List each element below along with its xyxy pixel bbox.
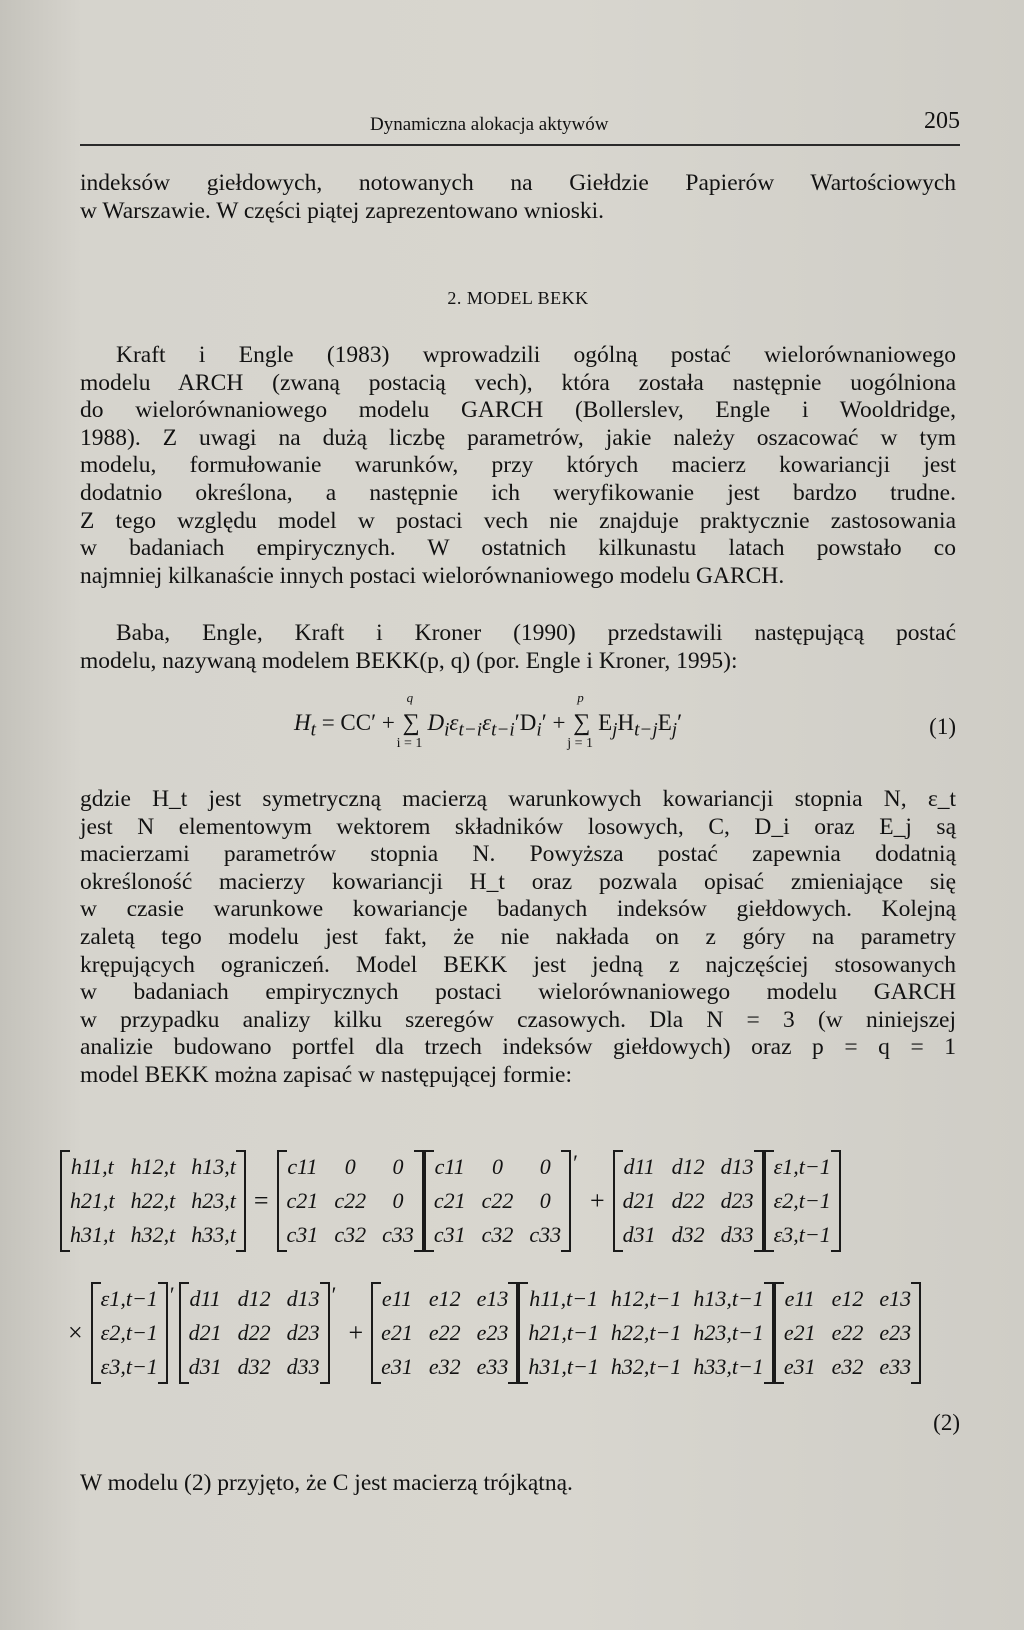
matrix-entry: d21 (622, 1188, 656, 1213)
matrix-entry: h11,t (70, 1154, 114, 1179)
equation-2-row-2 (60, 1282, 921, 1384)
matrix-entry: e33 (879, 1354, 912, 1379)
eq1-term1: D (427, 710, 445, 735)
page-number: 205 (924, 108, 960, 134)
running-header (80, 108, 960, 146)
matrix-entry: h31,t (70, 1222, 115, 1247)
text-line: gdzie H_t jest symetryczną macierzą warunkowych kowariancji stopnia N, ε_t (80, 786, 956, 812)
matrix-entry: d21 (188, 1320, 222, 1345)
matrix-entry: h33,t (191, 1222, 236, 1247)
matrix-entry: ε1,t−1 (773, 1154, 831, 1179)
matrix-entry: d22 (237, 1320, 271, 1345)
eq1-lhs: H (294, 710, 311, 735)
text-line: dodatnio określona, a następnie ich weryfikowanie jest bardzo trudne. (80, 479, 956, 506)
matrix-entry: e21 (783, 1320, 816, 1345)
matrix-entry: h33,t−1 (693, 1354, 764, 1379)
matrix-entry: 0 (392, 1154, 404, 1179)
matrix-entry: 0 (539, 1188, 551, 1213)
matrix-entry: h22,t−1 (610, 1320, 682, 1345)
matrix-entry: d33 (286, 1354, 320, 1379)
closing-paragraph (80, 1470, 956, 1498)
eq1-sum2-lower: j = 1 (567, 736, 594, 751)
matrix-entry: e31 (783, 1354, 816, 1379)
eq2-plus: + (589, 1186, 605, 1215)
matrix-entry: d13 (720, 1154, 754, 1179)
text-line: w Warszawie. W części piątej zaprezentowano wnioski. (80, 197, 605, 224)
matrix-E-transposed (774, 1282, 921, 1384)
matrix-D (613, 1150, 764, 1252)
matrix-entry: c31 (286, 1222, 319, 1247)
matrix-entry: 0 (539, 1154, 551, 1179)
matrix-entry: d12 (237, 1286, 271, 1311)
text-line: zaletą tego modelu jest fakt, że nie nakłada on z góry na parametry (80, 923, 956, 950)
matrix-entry: c11 (434, 1154, 465, 1179)
intro-paragraph (80, 170, 956, 225)
text-line: w czasie warunkowe kowariancje badanych indeksów giełdowych. Kolejną (80, 896, 956, 923)
matrix-entry: c21 (286, 1188, 319, 1213)
matrix-entry: h13,t−1 (693, 1286, 764, 1311)
matrix-entry: c21 (433, 1188, 466, 1213)
matrix-entry: d13 (286, 1286, 320, 1311)
text-line: najmniej kilkanaście innych postaci wielorównaniowego modelu GARCH. (80, 562, 785, 589)
matrix-entry: e11 (784, 1286, 815, 1311)
matrix-entry: e22 (428, 1320, 461, 1345)
text-line: Z tego względu model w postaci vech nie znajduje praktycznie zastosowania (80, 507, 956, 534)
eq1-term1-rest: ε (449, 710, 459, 735)
text-line: modelu ARCH (zwaną postacią vech), która została następnie uogólniona (80, 369, 956, 396)
text-line: określoność macierzy kowariancji H_t oraz pozwala opisać zmieniające się (80, 868, 956, 895)
text-line: indeksów giełdowych, notowanych na Giełdzie Papierów Wartościowych (80, 170, 956, 196)
matrix-entry: e12 (428, 1286, 461, 1311)
matrix-E (371, 1282, 518, 1384)
equation-1-number: (1) (929, 714, 956, 739)
eq1-sum1-upper: q (406, 690, 414, 705)
text-line: krępujących ograniczeń. Model BEKK jest jedną z najczęściej stosowanych (80, 951, 956, 978)
matrix-entry: d31 (622, 1222, 656, 1247)
matrix-entry: c31 (433, 1222, 466, 1247)
matrix-entry: e32 (831, 1354, 864, 1379)
text-line: do wielorównaniowego modelu GARCH (Bollerslev, Engle i Wooldridge, (80, 397, 956, 424)
eq1-term2: E (598, 710, 613, 735)
matrix-H (60, 1150, 246, 1252)
matrix-entry: e13 (879, 1286, 912, 1311)
matrix-entry: c33 (382, 1222, 414, 1247)
paragraph-3 (80, 786, 956, 1090)
matrix-entry: h11,t−1 (529, 1286, 599, 1311)
matrix-entry: ε3,t−1 (100, 1354, 158, 1379)
matrix-entry: 0 (392, 1188, 404, 1213)
matrix-entry: e22 (831, 1320, 864, 1345)
matrix-entry: e23 (476, 1320, 509, 1345)
matrix-D-transposed (179, 1282, 330, 1384)
matrix-C (277, 1150, 424, 1252)
matrix-entry: d22 (671, 1188, 705, 1213)
eq2-times: × (68, 1318, 83, 1347)
eq1-sum2-upper: p (577, 690, 584, 705)
eq1-plus: + (552, 710, 566, 735)
equation-1-formula: $H_t = CC'$ + ∑ q i = 1 $D_i\varepsilon_{t-i}\varepsilon_{t-i}'D_i'$ + ∑ p j = 1 $E_jH_{t-j}E_j'$ (294, 690, 683, 751)
matrix-entry: e11 (381, 1286, 413, 1311)
matrix-entry: d31 (188, 1354, 222, 1379)
text-line: w przypadku analizy kilku szeregów czasowych. Dla N = 3 (w niniejszej (80, 1006, 956, 1033)
eq1-sum-1: ∑ q i = 1 (396, 690, 423, 751)
running-title: Dynamiczna alokacja aktywów (370, 114, 609, 135)
matrix-entry: e13 (476, 1286, 509, 1311)
matrix-entry: h13,t (191, 1154, 236, 1179)
matrix-entry: c22 (481, 1188, 514, 1213)
matrix-entry: ε3,t−1 (773, 1222, 831, 1247)
matrix-entry: h23,t−1 (693, 1320, 764, 1345)
equation-1 (80, 690, 956, 770)
text-line: model BEKK można zapisać w następującej formie: (80, 1061, 573, 1088)
matrix-C-transposed (424, 1150, 571, 1252)
matrix-entry: h32,t−1 (610, 1354, 682, 1379)
matrix-entry: d33 (720, 1222, 754, 1247)
matrix-entry: c32 (334, 1222, 367, 1247)
section-title: 2. MODEL BEKK (447, 288, 589, 308)
matrix-H-lag (518, 1282, 773, 1384)
eq2-prime: ′ (573, 1150, 578, 1175)
text-line: Baba, Engle, Kraft i Kroner (1990) przedstawili następującą postać (116, 620, 956, 646)
eq1-sum-2: ∑ p j = 1 (567, 690, 594, 751)
text-line: modelu, nazywaną modelem BEKK(p, q) (por. Engle i Kroner, 1995): (80, 647, 738, 674)
matrix-entry: 0 (344, 1154, 356, 1179)
paragraph-1 (80, 342, 956, 590)
matrix-entry: e12 (831, 1286, 864, 1311)
matrix-entry: h12,t (130, 1154, 176, 1179)
text-line: analizie budowano portfel dla trzech indeksów giełdowych) oraz p = q = 1 (80, 1034, 956, 1061)
matrix-entry: d32 (237, 1354, 271, 1379)
matrix-entry: c22 (334, 1188, 367, 1213)
text-line: macierzami parametrów stopnia N. Powyższa postać zapewnia dodatnią (80, 841, 956, 868)
text-line: jest N elementowym wektorem składników losowych, C, D_i oraz E_j są (80, 813, 956, 840)
eq2-equals: = (253, 1186, 269, 1215)
matrix-entry: h21,t−1 (528, 1320, 599, 1345)
matrix-entry: c11 (287, 1154, 318, 1179)
matrix-entry: d11 (623, 1154, 655, 1179)
matrix-entry: ε2,t−1 (100, 1320, 158, 1345)
text-line: modelu, formułowanie warunków, przy których macierz kowariancji jest (80, 452, 956, 479)
eq1-lhs-sub: t (310, 719, 316, 741)
matrix-entry: d11 (189, 1286, 221, 1311)
matrix-entry: ε2,t−1 (773, 1188, 831, 1213)
eq2-plus: + (348, 1318, 364, 1347)
text-line: 1988). Z uwagi na dużą liczbę parametrów, jakie należy oszacować w tym (80, 424, 956, 451)
matrix-entry: h31,t−1 (528, 1354, 599, 1379)
matrix-entry: ε1,t−1 (100, 1286, 158, 1311)
text-line: W modelu (2) przyjęto, że C jest macierzą trójkątną. (80, 1470, 573, 1496)
matrix-entry: h32,t (130, 1222, 176, 1247)
matrix-entry: h12,t−1 (610, 1286, 682, 1311)
eq2-prime: ′ (331, 1282, 337, 1307)
paragraph-2 (80, 620, 956, 675)
eq1-first-term: = CC′ + (321, 710, 395, 735)
text-line: Kraft i Engle (1983) wprowadzili ogólną postać wielorównaniowego (116, 342, 956, 368)
matrix-entry: h23,t (191, 1188, 236, 1213)
eq2-prime: ′ (169, 1282, 175, 1307)
matrix-entry: h22,t (130, 1188, 176, 1213)
matrix-entry: d12 (671, 1154, 705, 1179)
matrix-entry: d23 (286, 1320, 320, 1345)
matrix-entry: e21 (381, 1320, 413, 1345)
text-line: w badaniach empirycznych postaci wielorównaniowego modelu GARCH (80, 979, 956, 1006)
vector-epsilon-transposed (91, 1282, 168, 1384)
matrix-entry: c32 (481, 1222, 514, 1247)
equation-2-row-1 (60, 1150, 841, 1252)
matrix-entry: d23 (720, 1188, 754, 1213)
matrix-entry: 0 (491, 1154, 503, 1179)
text-line: w badaniach empirycznych. W ostatnich kilkunastu latach powstało co (80, 535, 956, 562)
equation-2 (60, 1150, 960, 1460)
matrix-entry: e23 (879, 1320, 912, 1345)
matrix-entry: c33 (529, 1222, 562, 1247)
matrix-entry: h21,t (70, 1188, 115, 1213)
eq1-sum1-lower: i = 1 (396, 736, 423, 751)
matrix-entry: e31 (381, 1354, 413, 1379)
equation-2-number: (2) (933, 1410, 960, 1435)
matrix-entry: d32 (671, 1222, 705, 1247)
matrix-entry: e32 (428, 1354, 461, 1379)
matrix-entry: e33 (476, 1354, 509, 1379)
vector-epsilon (764, 1150, 841, 1252)
